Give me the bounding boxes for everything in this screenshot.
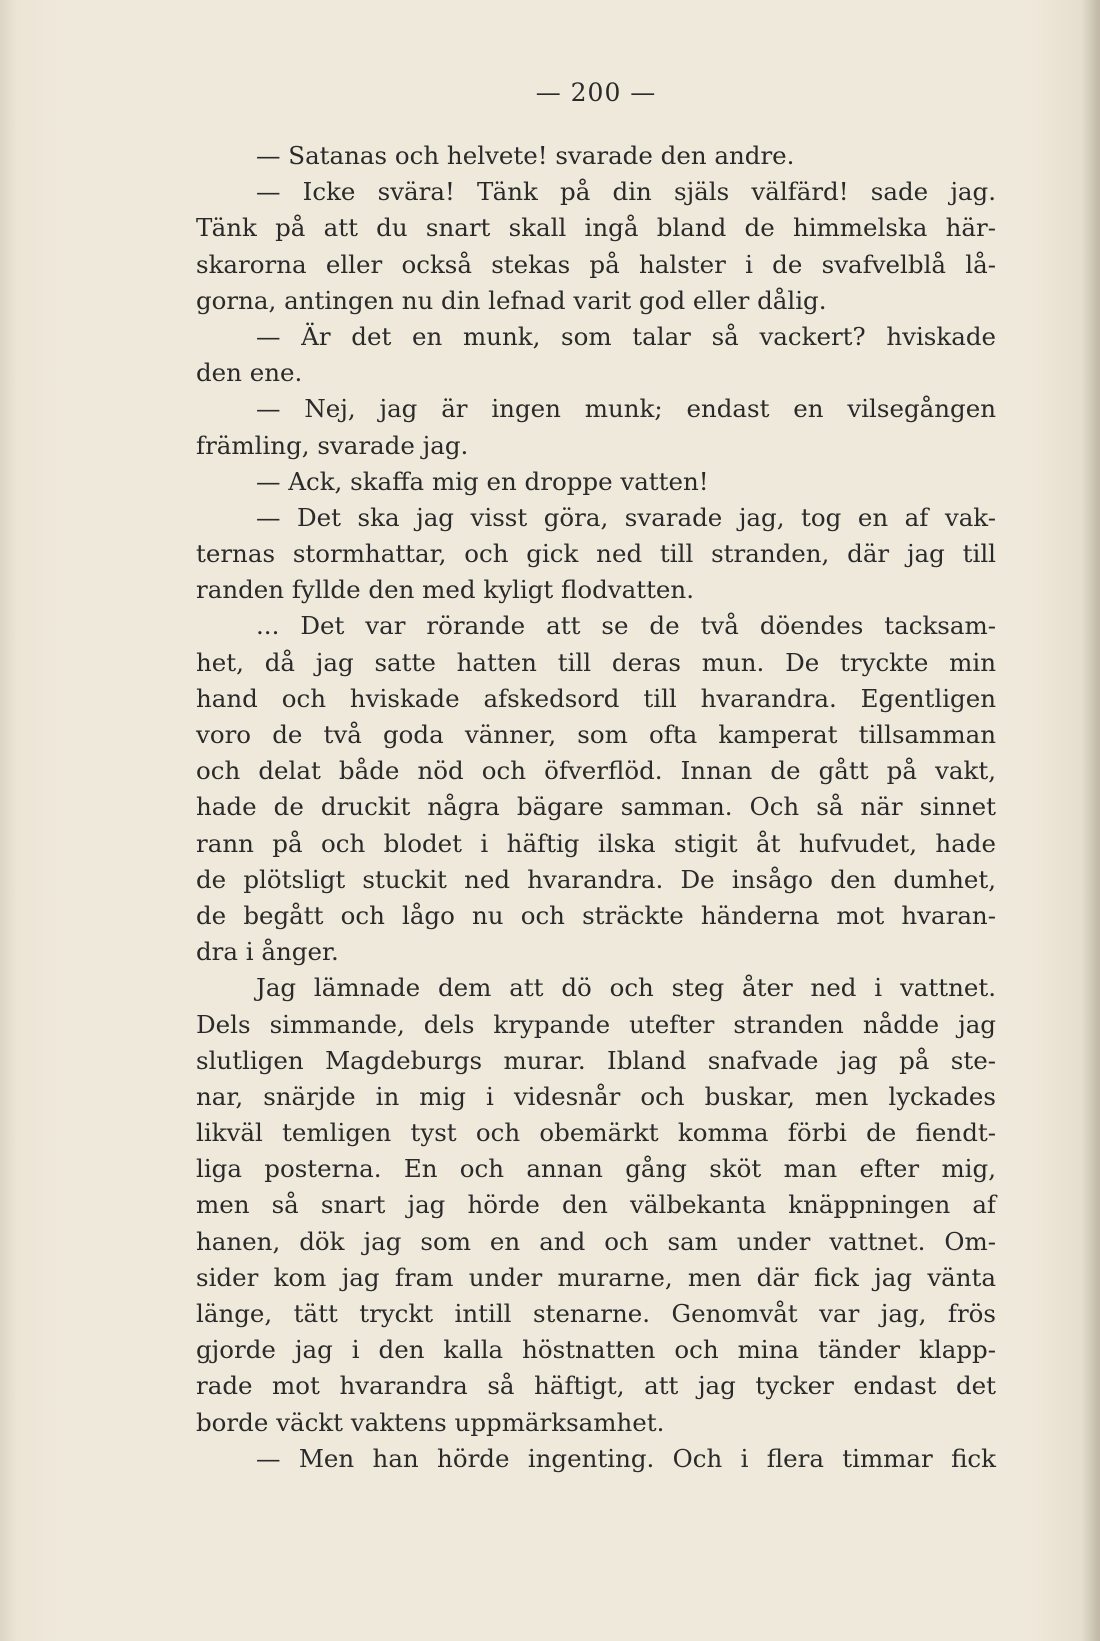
text-line: den ene.: [196, 358, 303, 388]
text-line: Dels simmande, dels krypande utefter stranden nådde jag: [196, 1009, 996, 1039]
text-line: de begått och lågo nu och sträckte händerna mot hvaran-: [196, 900, 996, 930]
text-line: rade mot hvarandra så häftigt, att jag tycker endast det: [196, 1371, 996, 1401]
text-line: de plötsligt stuckit ned hvarandra. De insågo den dumhet,: [196, 864, 996, 894]
text-line: hand och hviskade afskedsord till hvarandra. Egentligen: [196, 683, 996, 713]
text-line: länge, tätt tryckt intill stenarne. Genomvåt var jag, frös: [196, 1299, 996, 1328]
text-line: ... Det var rörande att se de två döendes tacksam-: [256, 611, 996, 641]
page-edge-shadow: [1082, 0, 1100, 1641]
text-line: ternas stormhattar, och gick ned till stranden, där jag till: [196, 539, 996, 569]
text-line: slutligen Magdeburgs murar. Ibland snafvade jag på ste-: [196, 1045, 996, 1075]
body-text: [196, 138, 996, 1477]
text-line: — Satanas och helvete! svarade den andre.: [256, 141, 795, 170]
text-line: Jag lämnade dem att dö och steg åter ned i vattnet.: [256, 973, 996, 1003]
text-line: gorna, antingen nu din lefnad varit god eller dålig.: [196, 285, 827, 315]
text-block: [196, 78, 996, 1477]
text-line: Tänk på att du snart skall ingå bland de himmelska här-: [196, 213, 996, 243]
text-line: — Men han hörde ingenting. Och i flera timmar fick: [256, 1443, 996, 1473]
text-line: voro de två goda vänner, som ofta kamperat tillsamman: [196, 720, 996, 749]
text-line: sider kom jag fram under murarne, men där fick jag vänta: [196, 1262, 996, 1292]
text-line: och delat både nöd och öfverflöd. Innan de gått på vakt,: [196, 756, 996, 786]
text-line: borde väckt vaktens uppmärksamhet.: [196, 1407, 665, 1437]
text-line: — Det ska jag visst göra, svarade jag, tog en af vak-: [256, 502, 996, 532]
text-line: — Är det en munk, som talar så vackert? hviskade: [256, 321, 996, 351]
text-line: liga posterna. En och annan gång sköt man efter mig,: [196, 1154, 996, 1184]
text-line: randen fyllde den med kyligt flodvatten.: [196, 575, 695, 605]
text-line: främling, svarade jag.: [196, 430, 469, 460]
text-line: hade de druckit några bägare samman. Och så när sinnet: [196, 792, 996, 822]
text-line: — Icke svära! Tänk på din själs välfärd! sade jag.: [256, 177, 996, 207]
text-line: likväl temligen tyst och obemärkt komma förbi de fiendt-: [196, 1118, 996, 1148]
text-line: rann på och blodet i häftig ilska stigit åt hufvudet, hade: [196, 828, 996, 858]
text-line: gjorde jag i den kalla höstnatten och mina tänder klapp-: [196, 1335, 996, 1365]
page-number: — 200 —: [535, 78, 657, 107]
text-line: — Nej, jag är ingen munk; endast en vilsegången: [256, 394, 996, 424]
text-line: dra i ånger.: [196, 937, 339, 967]
text-line: nar, snärjde in mig i videsnår och buskar, men lyckades: [196, 1081, 996, 1111]
text-line: — Ack, skaffa mig en droppe vatten!: [256, 466, 709, 496]
text-line: het, då jag satte hatten till deras mun. De tryckte min: [196, 647, 996, 677]
text-line: hanen, dök jag som en and och sam under vattnet. Om-: [196, 1226, 996, 1256]
text-line: skarorna eller också stekas på halster i de svafvelblå lå-: [196, 249, 996, 279]
text-line: men så snart jag hörde den välbekanta knäppningen af: [196, 1190, 996, 1220]
